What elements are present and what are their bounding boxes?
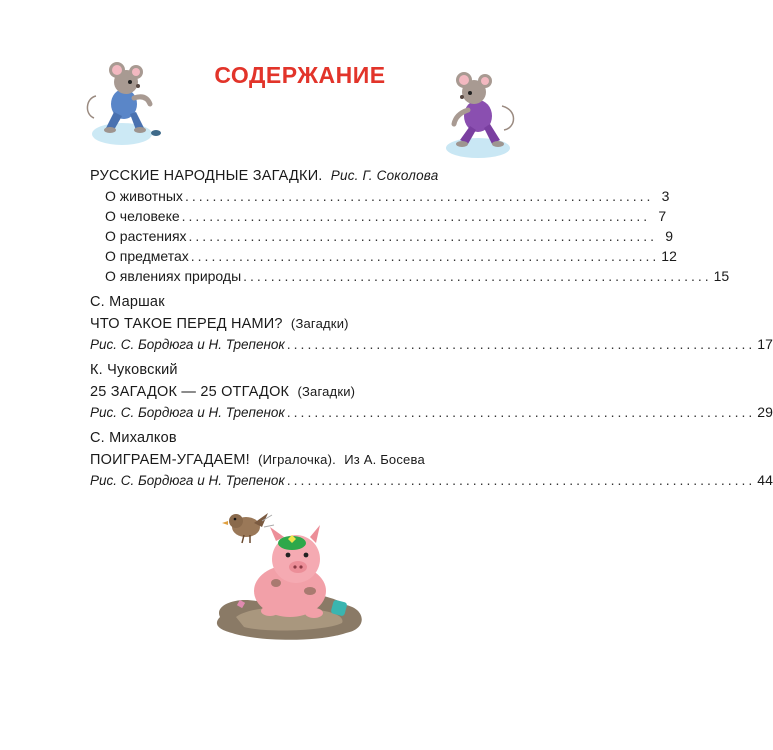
toc-section-heading bbox=[90, 165, 510, 186]
leader-dots: .................................................................... bbox=[243, 268, 712, 284]
toc-entry[interactable] bbox=[90, 266, 730, 286]
work-title-line bbox=[90, 313, 510, 334]
table-of-contents bbox=[90, 165, 773, 490]
toc-entry[interactable] bbox=[90, 186, 670, 206]
toc-entry[interactable] bbox=[90, 226, 674, 246]
work-title: ПОИГРАЕМ-УГАДАЕМ! bbox=[90, 452, 250, 468]
toc-entry-page: 7 bbox=[658, 208, 667, 224]
work-title-line bbox=[90, 449, 510, 470]
toc-entry-page: 3 bbox=[661, 188, 670, 204]
section-title: РУССКИЕ НАРОДНЫЕ ЗАГАДКИ. bbox=[90, 168, 323, 184]
leader-dots: .................................................................... bbox=[184, 188, 654, 204]
illustrator-credit: Рис. С. Бордюга и Н. Трепенок bbox=[90, 337, 285, 352]
illustrator-credit: Рис. С. Бордюга и Н. Трепенок bbox=[90, 473, 285, 488]
work-genre: (Загадки) bbox=[297, 384, 356, 399]
illustrator-credit: Рис. Г. Соколова bbox=[330, 168, 439, 183]
toc-entry-label: О растениях bbox=[105, 228, 187, 244]
toc-entry-page: 44 bbox=[757, 472, 773, 488]
work-genre: (Загадки) bbox=[290, 316, 349, 331]
work-title: 25 ЗАГАДОК — 25 ОТГАДОК bbox=[90, 384, 290, 400]
page-title: СОДЕРЖАНИЕ bbox=[214, 62, 386, 88]
toc-entry-label: О животных bbox=[105, 188, 183, 204]
work-genre: (Игралочка). bbox=[258, 452, 336, 467]
adaptation-credit: Из А. Босева bbox=[344, 452, 425, 467]
toc-entry[interactable] bbox=[90, 206, 667, 226]
toc-entry-page: 12 bbox=[661, 248, 677, 264]
author-name: С. Маршак bbox=[90, 294, 165, 310]
toc-entry[interactable] bbox=[90, 470, 773, 490]
leader-dots: .................................................................... bbox=[286, 336, 756, 352]
toc-entry[interactable] bbox=[90, 246, 677, 266]
toc-entry-page: 29 bbox=[757, 404, 773, 420]
pig-and-bird-illustration bbox=[206, 505, 376, 645]
toc-entry-label: О явлениях природы bbox=[105, 268, 242, 284]
toc-entry-page: 9 bbox=[665, 228, 674, 244]
illustrator-credit: Рис. С. Бордюга и Н. Трепенок bbox=[90, 405, 285, 420]
author-name: К. Чуковский bbox=[90, 362, 178, 378]
toc-entry[interactable] bbox=[90, 334, 773, 354]
toc-entry-page: 17 bbox=[757, 336, 773, 352]
leader-dots: .................................................................... bbox=[190, 248, 660, 264]
leader-dots: .................................................................... bbox=[286, 472, 756, 488]
leader-dots: .................................................................... bbox=[181, 208, 651, 224]
toc-entry-label: О предметах bbox=[105, 248, 189, 264]
work-title: ЧТО ТАКОЕ ПЕРЕД НАМИ? bbox=[90, 316, 283, 332]
leader-dots: .................................................................... bbox=[286, 404, 756, 420]
work-title-line bbox=[90, 381, 510, 402]
leader-dots: .................................................................... bbox=[188, 228, 658, 244]
toc-entry-page: 15 bbox=[713, 268, 730, 284]
toc-entry-label: О человеке bbox=[105, 208, 180, 224]
author-name: С. Михалков bbox=[90, 430, 177, 446]
toc-entry[interactable] bbox=[90, 402, 773, 422]
mouse-illustration-right bbox=[430, 66, 520, 162]
